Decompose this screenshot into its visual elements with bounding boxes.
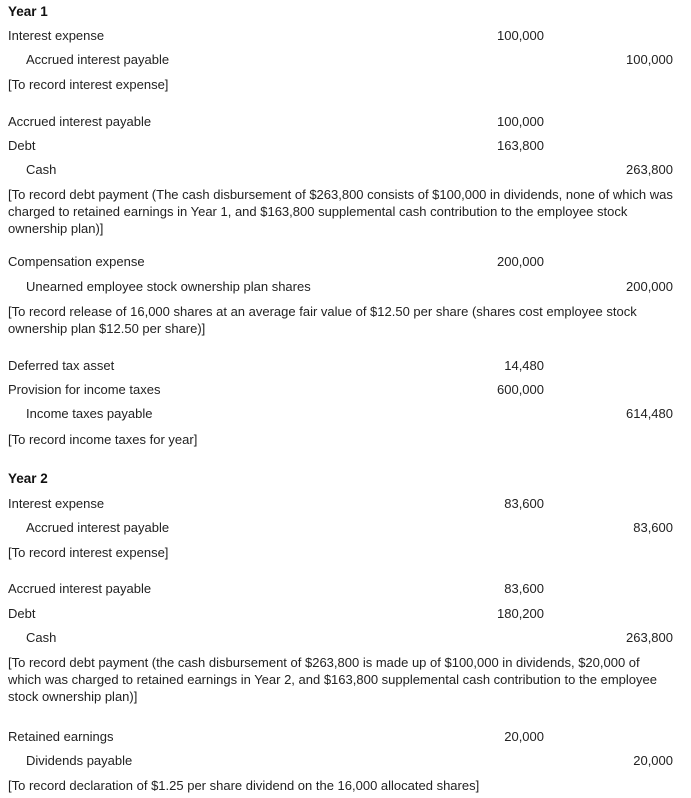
account-name: Debt (8, 606, 36, 621)
debit-amount: 180,200 (497, 606, 544, 621)
account-name: Debt (8, 138, 36, 153)
debit-amount: 200,000 (497, 254, 544, 269)
journal-line (0, 279, 691, 297)
entry-memo: [To record interest expense] (8, 545, 169, 560)
account-name: Unearned employee stock ownership plan shares (26, 279, 311, 294)
account-name: Deferred tax asset (8, 358, 115, 373)
entry-memo: [To record income taxes for year] (8, 432, 198, 447)
debit-amount: 600,000 (497, 382, 544, 397)
journal-line (0, 138, 691, 156)
journal-line (0, 114, 691, 132)
credit-amount: 20,000 (633, 753, 673, 768)
journal-line (0, 28, 691, 46)
journal-line (0, 581, 691, 599)
journal-line (0, 254, 691, 272)
account-name: Compensation expense (8, 254, 145, 269)
account-name: Provision for income taxes (8, 382, 161, 397)
debit-amount: 14,480 (504, 358, 544, 373)
journal-line (0, 606, 691, 624)
account-name: Cash (26, 162, 57, 177)
account-name: Interest expense (8, 496, 105, 511)
account-name: Dividends payable (26, 753, 133, 768)
journal-line (0, 753, 691, 771)
debit-amount: 83,600 (504, 581, 544, 596)
entry-memo: [To record debt payment (the cash disbursement of $263,800 is made up of $100,000 in dividends, $20,000 of which was charged to retained earnings in Year 2, and $163,800 supplemental cash contribution to the employee stock ownership plan)] (8, 655, 657, 704)
journal-line (0, 382, 691, 400)
journal-line (0, 496, 691, 514)
account-name: Cash (26, 630, 57, 645)
debit-amount: 20,000 (504, 729, 544, 744)
account-name: Accrued interest payable (8, 581, 152, 596)
journal-line (0, 358, 691, 376)
year-1-heading: Year 1 (8, 4, 48, 19)
year-2-heading: Year 2 (8, 471, 48, 486)
account-name: Accrued interest payable (26, 52, 170, 67)
account-name: Income taxes payable (26, 406, 153, 421)
account-name: Retained earnings (8, 729, 114, 744)
account-name: Accrued interest payable (26, 520, 170, 535)
entry-memo: [To record declaration of $1.25 per share dividend on the 16,000 allocated shares] (8, 778, 480, 793)
entry-memo: [To record debt payment (The cash disbursement of $263,800 consists of $100,000 in dividends, none of which was charged to retained earnings in Year 1, and $163,800 supplemental cash contribution to the employee stock ownership plan)] (8, 187, 673, 236)
credit-amount: 263,800 (626, 162, 673, 177)
debit-amount: 100,000 (497, 28, 544, 43)
journal-line (0, 630, 691, 648)
journal-line (0, 162, 691, 180)
credit-amount: 263,800 (626, 630, 673, 645)
credit-amount: 83,600 (633, 520, 673, 535)
journal-line (0, 520, 691, 538)
journal-line (0, 52, 691, 70)
entry-memo: [To record release of 16,000 shares at an average fair value of $12.50 per share (shares cost employee stock ownership plan $12.50 per share)] (8, 304, 637, 336)
account-name: Accrued interest payable (8, 114, 152, 129)
credit-amount: 614,480 (626, 406, 673, 421)
account-name: Interest expense (8, 28, 105, 43)
debit-amount: 163,800 (497, 138, 544, 153)
debit-amount: 83,600 (504, 496, 544, 511)
credit-amount: 100,000 (626, 52, 673, 67)
journal-line (0, 729, 691, 747)
credit-amount: 200,000 (626, 279, 673, 294)
debit-amount: 100,000 (497, 114, 544, 129)
entry-memo: [To record interest expense] (8, 77, 169, 92)
journal-line (0, 406, 691, 424)
